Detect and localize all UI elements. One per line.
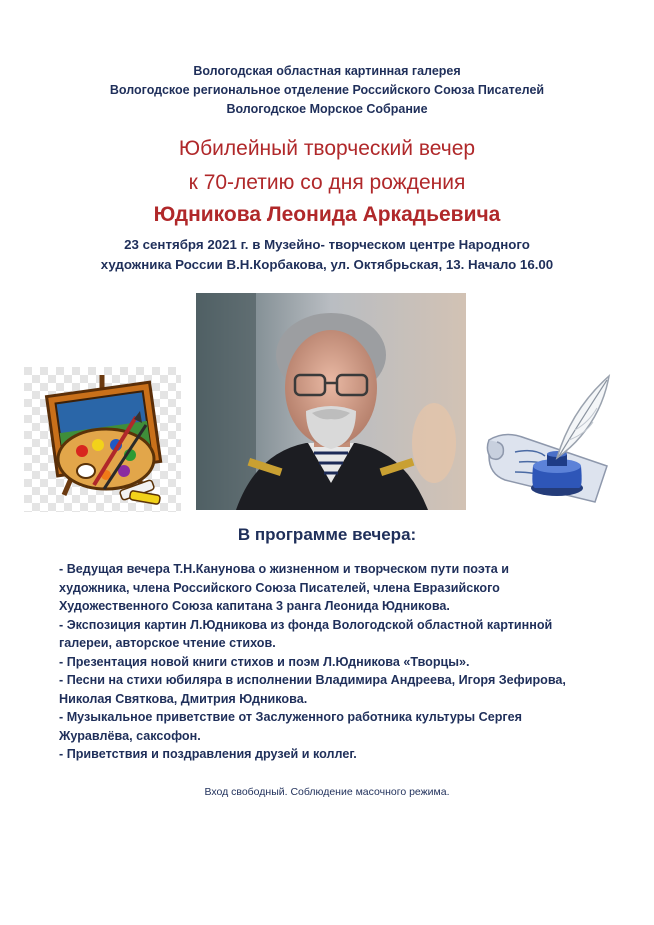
program-line: Художественного Союза капитана 3 ранга Леонида Юдникова. — [59, 599, 450, 613]
program-line: - Экспозиция картин Л.Юдникова из фонда Вологодской областной картинной — [59, 617, 553, 632]
program-heading: В программе вечера: — [237, 525, 417, 544]
organizer-line: Вологодское Морское Собрание — [226, 102, 428, 116]
program-line: Николая Святкова, Дмитрия Юдникова. — [59, 691, 308, 706]
event-info — [0, 235, 654, 275]
organizers-block — [0, 62, 654, 119]
title-line-2: к 70-летию со дня рождения — [188, 171, 466, 194]
title-line-1: Юбилейный творческий вечер — [178, 137, 476, 160]
organizer-line: Вологодская областная картинная галерея — [193, 64, 461, 78]
program-line: - Музыкальное приветствие от Заслуженного работника культуры Сергея — [59, 710, 522, 724]
program-list — [59, 560, 619, 764]
organizer-line: Вологодское региональное отделение Российского Союза Писателей — [109, 83, 545, 97]
portrait-photo — [196, 293, 466, 510]
honoree-name: Юдникова Леонида Аркадьевича — [153, 203, 501, 226]
program-line: художника, члена Российского Союза Писателей, члена Евразийского — [59, 580, 500, 595]
program-line: - Ведущая вечера Т.Н.Канунова о жизненном и творческом пути поэта и — [59, 562, 510, 576]
program-line: - Песни на стихи юбиляра в исполнении Владимира Андреева, Игоря Зефирова, — [59, 673, 566, 687]
artist-palette-easel-icon — [24, 367, 181, 512]
program-line: - Презентация новой книги стихов и поэм Л.Юдникова «Творцы». — [59, 654, 470, 669]
program-line: галереи, авторское чтение стихов. — [59, 636, 276, 650]
program-line: - Приветствия и поздравления друзей и коллег. — [59, 747, 357, 761]
event-info-line: художника России В.Н.Корбакова, ул. Октябрьская, 13. Начало 16.00 — [100, 257, 554, 272]
quill-inkwell-scroll-icon — [485, 370, 615, 510]
footer-note: Вход свободный. Соблюдение масочного режима. — [204, 786, 450, 798]
event-info-line: 23 сентября 2021 г. в Музейно- творческом центре Народного — [124, 237, 530, 252]
program-line: Журавлёва, саксофон. — [59, 728, 201, 743]
